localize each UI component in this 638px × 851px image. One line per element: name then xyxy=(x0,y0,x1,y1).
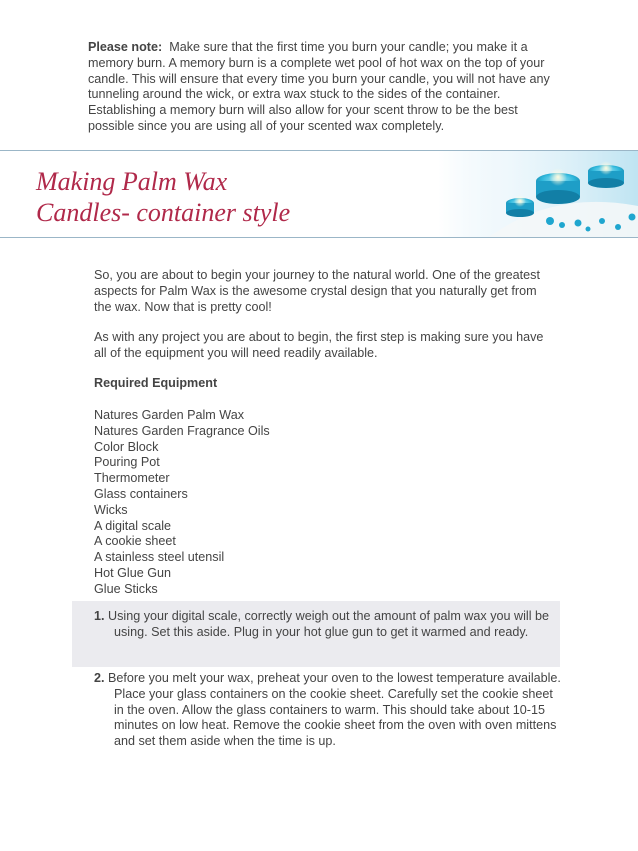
equipment-heading: Required Equipment xyxy=(94,376,218,390)
step-1 xyxy=(94,609,566,641)
list-item: Glass containers xyxy=(94,486,188,501)
please-note-label: Please note: xyxy=(88,40,163,54)
please-note-text: Make sure that the first time you burn your candle; you make it a memory burn. A memory burn is a complete wet pool of hot wax on the top of your candle. This will ensure that every time you burn your candle, you will not have any tunneling around the wick, or extra wax stuck to the sides of the container. Establishing a memory burn will also allow for your scent throw to be the best possible since you are using all of your scented wax completely. xyxy=(88,40,550,133)
step-2 xyxy=(94,671,566,750)
title-line-1: Making Palm Wax xyxy=(36,167,228,196)
please-note-paragraph xyxy=(88,40,558,135)
list-item: Natures Garden Palm Wax xyxy=(94,408,245,422)
step-text: Using your digital scale, correctly weigh out the amount of palm wax you will be using. Set this aside. Plug in your hot glue gun to get it warmed and ready. xyxy=(108,609,550,639)
section-title xyxy=(36,166,290,228)
list-item: Pouring Pot xyxy=(94,455,160,470)
step-number: 2. xyxy=(94,671,105,685)
equipment-intro-paragraph: As with any project you are about to begin, the first step is making sure you have all of the equipment you will need readily available. xyxy=(94,330,544,360)
list-item: Hot Glue Gun xyxy=(94,565,172,580)
list-item: Wicks xyxy=(94,502,128,517)
list-item: A stainless steel utensil xyxy=(94,550,225,565)
list-item: A digital scale xyxy=(94,518,172,533)
equipment-list xyxy=(94,408,554,598)
intro-paragraph: So, you are about to begin your journey to the natural world. One of the greatest aspects for Palm Wax is the awesome crystal design that you naturally get from the wax. Now that is pretty cool! xyxy=(94,268,540,314)
title-line-2: Candles- container style xyxy=(36,198,291,227)
step-number: 1. xyxy=(94,609,105,623)
list-item: Color Block xyxy=(94,439,159,454)
list-item: Natures Garden Fragrance Oils xyxy=(94,423,270,438)
list-item: Glue Sticks xyxy=(94,581,158,596)
candles-image xyxy=(438,151,638,237)
list-item: Thermometer xyxy=(94,471,170,486)
step-text: Before you melt your wax, preheat your oven to the lowest temperature available. Place your glass containers on the cookie sheet. Carefully set the cookie sheet in the oven. Allow the glass containers to warm. This should take about 10-15 minutes on low heat. Remove the cookie sheet from the oven with oven mittens and set them aside when the time is up. xyxy=(108,671,561,749)
list-item: A cookie sheet xyxy=(94,534,176,549)
